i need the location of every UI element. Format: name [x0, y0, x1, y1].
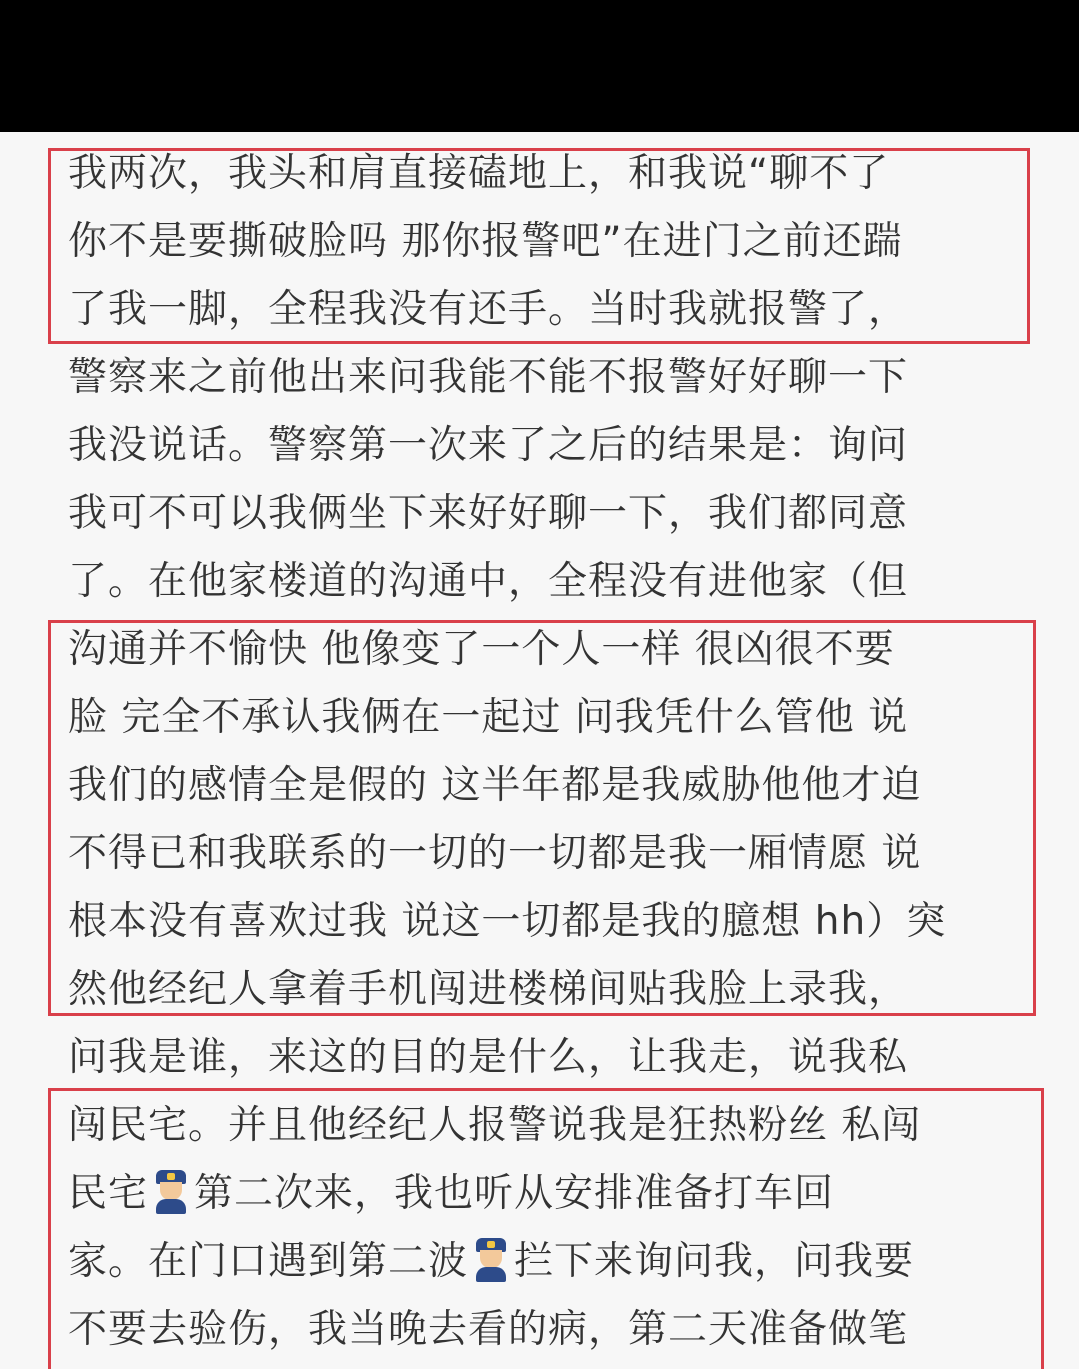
text-line: 脸 完全不承认我俩在一起过 问我凭什么管他 说 — [68, 695, 909, 740]
text-segment: 民宅 — [68, 1171, 149, 1216]
text-segment: 家。在门口遇到第二波 — [68, 1239, 469, 1284]
highlight-box-1 — [48, 148, 1030, 344]
highlight-box-3 — [48, 1088, 1044, 1369]
text-segment: 拦下来询问我，问我要 — [514, 1239, 915, 1284]
top-black-bar — [0, 0, 1079, 132]
text-document — [0, 132, 1079, 1369]
text-line: 闯民宅。并且他经纪人报警说我是狂热粉丝 私闯 — [68, 1103, 922, 1148]
text-line: 沟通并不愉快 他像变了一个人一样 很凶很不要 — [68, 627, 895, 672]
text-line: 了我一脚，全程我没有还手。当时我就报警了， — [68, 287, 909, 332]
text-line: 然他经纪人拿着手机闯进楼梯间贴我脸上录我， — [68, 967, 909, 1012]
text-line: 根本没有喜欢过我 说这一切都是我的臆想 hh）突 — [68, 899, 947, 944]
text-line: 你不是要撕破脸吗 那你报警吧”在进门之前还踹 — [68, 219, 903, 264]
text-line: 问我是谁，来这的目的是什么，让我走，说我私 — [68, 1035, 909, 1080]
text-line: 我可不可以我俩坐下来好好聊一下，我们都同意 — [68, 491, 909, 536]
text-line: 我们的感情全是假的 这半年都是我威胁他他才迫 — [68, 763, 922, 808]
text-line: 我两次，我头和肩直接磕地上，和我说“聊不了 — [68, 151, 890, 196]
text-line: 不要去验伤，我当晚去看的病，第二天准备做笔 — [68, 1307, 909, 1352]
text-line: 警察来之前他出来问我能不能不报警好好聊一下 — [68, 355, 909, 400]
text-line: 了。在他家楼道的沟通中，全程没有进他家（但 — [68, 559, 909, 604]
text-segment: 第二次来，我也听从安排准备打车回 — [194, 1171, 835, 1216]
highlight-box-2 — [48, 620, 1036, 1016]
text-line: 不得已和我联系的一切的一切都是我一厢情愿 说 — [68, 831, 922, 876]
text-line: 我没说话。警察第一次来了之后的结果是：询问 — [68, 423, 909, 468]
